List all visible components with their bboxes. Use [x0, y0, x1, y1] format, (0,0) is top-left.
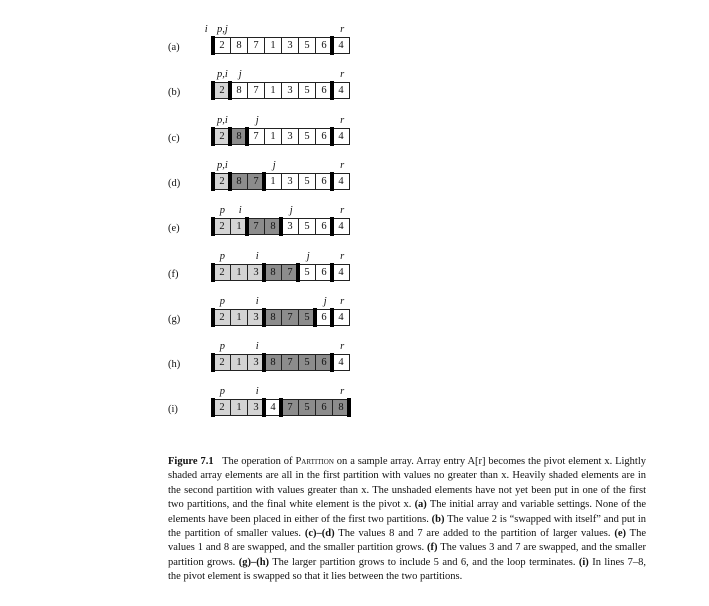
array-cell: 2 — [213, 173, 231, 190]
array-cell: 7 — [281, 354, 299, 371]
partition-divider — [262, 263, 266, 282]
caption-b-text: The value 2 is “swapped with itself” and put in the partition of smaller values. — [168, 513, 646, 540]
array-cell: 3 — [247, 354, 265, 371]
index-markers — [168, 115, 368, 129]
array-cells — [213, 82, 349, 99]
partition-divider — [313, 308, 317, 327]
partition-divider — [245, 217, 249, 236]
caption-intro-1: The operation of — [222, 456, 296, 467]
index-markers — [168, 251, 368, 265]
partition-divider — [279, 398, 283, 417]
array-cell: 2 — [213, 399, 231, 416]
array-cell: 2 — [213, 354, 231, 371]
array-row — [168, 296, 368, 336]
figure-caption — [168, 455, 646, 585]
index-marker: j — [238, 69, 242, 81]
array-cell: 1 — [230, 399, 248, 416]
array-cell: 3 — [281, 173, 299, 190]
partition-divider — [330, 127, 334, 146]
caption-gh-text: The larger partition grows to include 5 and 6, and the loop terminates. — [269, 556, 579, 568]
partition-divider — [228, 172, 232, 191]
array-cell: 1 — [230, 309, 248, 326]
array-cells — [213, 264, 349, 281]
index-marker: i — [255, 295, 259, 307]
array-cell: 4 — [332, 128, 350, 145]
index-marker: r — [340, 341, 345, 353]
partition-divider — [330, 217, 334, 236]
partition-divider — [279, 217, 283, 236]
index-marker: p — [219, 341, 225, 353]
partition-divider — [211, 308, 215, 327]
array-cell: 2 — [213, 128, 231, 145]
array-cells — [213, 354, 349, 371]
index-marker: j — [255, 114, 259, 126]
array-cell: 5 — [298, 354, 316, 371]
caption-partition-term: Partition — [295, 456, 334, 467]
partition-divider — [228, 81, 232, 100]
caption-e-label: (e) — [614, 528, 626, 540]
array-row — [168, 24, 368, 64]
array-cell: 8 — [264, 264, 282, 281]
caption-e-text: The values 1 and 8 are swapped, and the smaller partition grows. — [168, 528, 646, 554]
partition-divider — [330, 263, 334, 282]
index-marker: p — [219, 295, 225, 307]
array-cell: 8 — [230, 128, 248, 145]
array-cell: 6 — [315, 37, 333, 54]
array-cell: 5 — [298, 37, 316, 54]
index-marker: r — [340, 250, 345, 262]
array-cell: 5 — [298, 218, 316, 235]
index-marker: r — [340, 386, 345, 398]
index-marker: p — [219, 250, 225, 262]
array-cell: 5 — [298, 128, 316, 145]
partition-divider — [211, 353, 215, 372]
partition-divider — [211, 217, 215, 236]
array-cell: 6 — [315, 218, 333, 235]
index-marker: p — [219, 386, 225, 398]
partition-divider — [211, 127, 215, 146]
index-markers — [168, 386, 368, 400]
caption-i-text: In lines 7–8, the pivot element is swapped so that it lies between the two partitions. — [168, 556, 646, 583]
row-label: (g) — [168, 313, 181, 325]
partition-divider — [330, 36, 334, 55]
partition-divider — [330, 308, 334, 327]
array-cell: 4 — [264, 399, 282, 416]
array-cell: 8 — [332, 399, 350, 416]
array-cell: 1 — [264, 82, 282, 99]
array-cell: 5 — [298, 264, 316, 281]
partition-divider — [262, 353, 266, 372]
array-cell: 4 — [332, 354, 350, 371]
row-label: (f) — [168, 268, 179, 280]
array-row — [168, 69, 368, 109]
array-row — [168, 115, 368, 155]
row-label: (c) — [168, 132, 180, 144]
array-cell: 6 — [315, 264, 333, 281]
index-markers — [168, 341, 368, 355]
array-cell: 1 — [230, 264, 248, 281]
array-cell: 8 — [264, 354, 282, 371]
partition-divider — [211, 172, 215, 191]
index-marker: r — [340, 205, 345, 217]
index-marker: j — [306, 250, 310, 262]
array-row — [168, 160, 368, 200]
array-cell: 3 — [281, 37, 299, 54]
array-row — [168, 205, 368, 245]
caption-a-text: The initial array and variable settings. None of the elements have been placed in either of the first two partitions. — [168, 499, 646, 525]
caption-gh-label: (g)–(h) — [238, 556, 270, 568]
partition-divider — [211, 398, 215, 417]
partition-divider — [211, 263, 215, 282]
array-cell: 1 — [264, 128, 282, 145]
array-cell: 6 — [315, 128, 333, 145]
array-cell: 2 — [213, 309, 231, 326]
array-cell: 3 — [247, 399, 265, 416]
array-cell: 7 — [247, 82, 265, 99]
row-label: (h) — [168, 359, 181, 371]
array-row — [168, 341, 368, 381]
index-marker: r — [340, 159, 345, 171]
array-cell: 8 — [264, 218, 282, 235]
array-cell: 6 — [315, 82, 333, 99]
array-cell: 2 — [213, 264, 231, 281]
array-cell: 3 — [281, 218, 299, 235]
partition-divider — [262, 398, 266, 417]
index-markers — [168, 69, 368, 83]
array-cell: 6 — [315, 354, 333, 371]
array-cell: 1 — [230, 354, 248, 371]
array-cells — [213, 173, 349, 190]
index-markers — [168, 296, 368, 310]
caption-i-label: (i) — [578, 556, 589, 568]
partition-divider — [262, 308, 266, 327]
array-cell: 6 — [315, 309, 333, 326]
caption-cd-text: The values 8 and 7 are added to the partition of larger values. — [334, 528, 615, 540]
array-cell: 4 — [332, 218, 350, 235]
row-label: (i) — [168, 404, 178, 416]
index-marker: r — [340, 69, 345, 81]
array-cell: 4 — [332, 173, 350, 190]
caption-cd-label: (c)–(d) — [304, 528, 335, 540]
row-label: (d) — [168, 177, 181, 189]
index-marker: r — [340, 24, 345, 35]
array-cell: 6 — [315, 173, 333, 190]
array-cell: 7 — [247, 218, 265, 235]
array-cell: 6 — [315, 399, 333, 416]
array-cell: 7 — [281, 309, 299, 326]
row-label: (e) — [168, 223, 180, 235]
array-row — [168, 386, 368, 426]
array-cell: 3 — [281, 128, 299, 145]
array-cells — [213, 399, 349, 416]
array-cell: 5 — [298, 399, 316, 416]
array-cell: 7 — [281, 399, 299, 416]
partition-divider — [330, 81, 334, 100]
partition-divider — [211, 36, 215, 55]
index-marker: p,j — [216, 24, 228, 35]
array-cell: 2 — [213, 82, 231, 99]
array-cell: 1 — [264, 173, 282, 190]
array-cell: 2 — [213, 218, 231, 235]
index-marker: j — [289, 205, 293, 217]
index-marker: p,i — [216, 159, 228, 171]
partition-divider — [330, 172, 334, 191]
array-cells — [213, 128, 349, 145]
array-cell: 4 — [332, 82, 350, 99]
array-cell: 8 — [230, 37, 248, 54]
index-markers — [168, 24, 368, 38]
row-label: (a) — [168, 42, 180, 53]
index-marker: i — [238, 205, 242, 217]
caption-f-text: The values 3 and 7 are swapped, and the smaller partition grows. — [168, 542, 646, 568]
caption-intro-2: on a sample array. Array entry A[r] becomes the pivot element x. Lightly shaded array elements are all in the first partition with values no greater than x. Heavily shaded elements are in the second partition with values greater than x. The unshaded elements have not yet been put in one of the first two partitions, and the final white element is the pivot x. — [168, 456, 647, 511]
index-marker: p,i — [216, 69, 228, 81]
index-marker: r — [340, 114, 345, 126]
array-cell: 8 — [230, 82, 248, 99]
array-cells — [213, 309, 349, 326]
array-cell: 4 — [332, 264, 350, 281]
index-marker: p,i — [216, 114, 228, 126]
index-marker: j — [272, 159, 276, 171]
array-cells — [213, 218, 349, 235]
array-cell: 5 — [298, 309, 316, 326]
array-row — [168, 251, 368, 291]
array-cell: 7 — [247, 173, 265, 190]
index-marker: i — [255, 250, 259, 262]
caption-f-label: (f) — [427, 542, 438, 554]
array-cell: 3 — [247, 309, 265, 326]
array-cell: 3 — [281, 82, 299, 99]
array-cell: 1 — [264, 37, 282, 54]
array-cells — [213, 37, 349, 54]
row-label: (b) — [168, 87, 181, 99]
array-cell: 7 — [247, 37, 265, 54]
array-cell: 8 — [230, 173, 248, 190]
caption-a-label: (a) — [414, 499, 427, 511]
array-cell: 7 — [281, 264, 299, 281]
index-marker: i — [255, 341, 259, 353]
partition-divider — [245, 127, 249, 146]
index-marker: j — [323, 295, 327, 307]
array-cell: 4 — [332, 37, 350, 54]
array-cell: 5 — [298, 82, 316, 99]
array-cell: 3 — [247, 264, 265, 281]
partition-divider — [262, 172, 266, 191]
index-marker: p — [219, 205, 225, 217]
array-cell: 7 — [247, 128, 265, 145]
array-cell: 8 — [264, 309, 282, 326]
partition-divider — [330, 353, 334, 372]
partition-divider — [296, 263, 300, 282]
array-cell: 2 — [213, 37, 231, 54]
array-cell: 4 — [332, 309, 350, 326]
array-cell: 1 — [230, 218, 248, 235]
partition-divider — [228, 127, 232, 146]
index-markers — [168, 205, 368, 219]
index-marker: r — [340, 295, 345, 307]
index-marker: i — [255, 386, 259, 398]
caption-figure-label: Figure 7.1 — [168, 456, 214, 467]
index-marker: i — [204, 24, 208, 35]
index-markers — [168, 160, 368, 174]
array-cell: 5 — [298, 173, 316, 190]
partition-divider — [211, 81, 215, 100]
caption-b-label: (b) — [431, 513, 445, 525]
partition-divider — [347, 398, 351, 417]
